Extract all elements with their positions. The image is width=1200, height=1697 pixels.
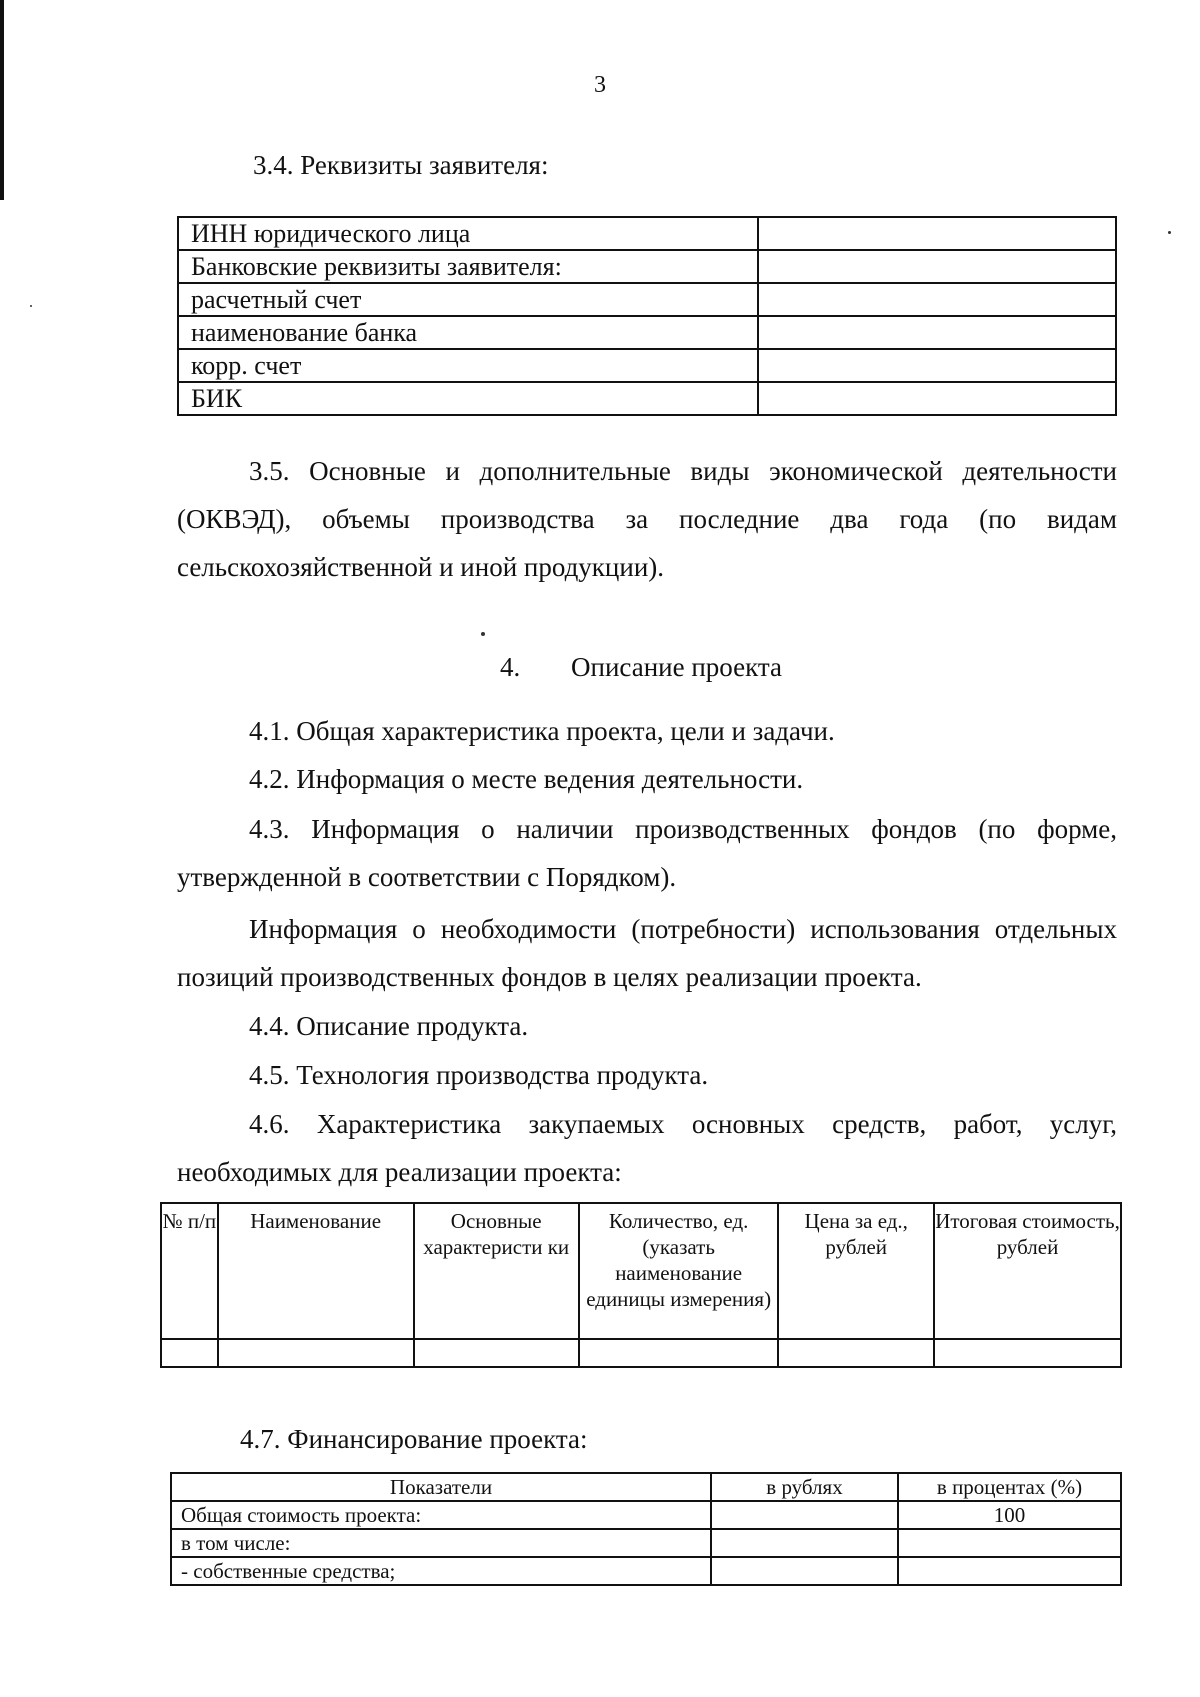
indicator-label: Общая стоимость проекта:	[171, 1501, 711, 1529]
requisite-value	[758, 217, 1116, 250]
table-row	[178, 349, 1116, 382]
table-row	[178, 382, 1116, 415]
requisite-value	[758, 316, 1116, 349]
column-header: в рублях	[711, 1473, 898, 1501]
column-header: Цена за ед., рублей	[778, 1203, 934, 1339]
table-cell	[161, 1339, 218, 1367]
table-header-row	[161, 1203, 1121, 1339]
requisites-table	[177, 216, 1117, 416]
rub-value	[711, 1557, 898, 1585]
item-4-6-line-1: 4.6. Характеристика закупаемых основных средств, работ, услуг,	[249, 1109, 1117, 1139]
column-header: Наименование	[218, 1203, 414, 1339]
table-row	[161, 1339, 1121, 1367]
item-4-1: 4.1. Общая характеристика проекта, цели и задачи.	[249, 716, 835, 746]
column-header: в процентах (%)	[898, 1473, 1121, 1501]
table-cell	[579, 1339, 778, 1367]
column-header: Основные характеристи ки	[414, 1203, 579, 1339]
requisite-label: наименование банка	[178, 316, 758, 349]
indicator-label: - собственные средства;	[171, 1557, 711, 1585]
indicator-label: в том числе:	[171, 1529, 711, 1557]
table-cell	[414, 1339, 579, 1367]
column-header: № п/п	[161, 1203, 218, 1339]
scan-speck	[481, 632, 485, 636]
table-row	[178, 217, 1116, 250]
column-header: Количество, ед. (указать наименование единицы измерения)	[579, 1203, 778, 1339]
table-header-row	[171, 1473, 1121, 1501]
requisite-value	[758, 349, 1116, 382]
table-row	[178, 250, 1116, 283]
item-4-3-line-1: 4.3. Информация о наличии производственных фондов (по форме,	[249, 814, 1117, 844]
requisite-label: ИНН юридического лица	[178, 217, 758, 250]
page-number: 3	[594, 72, 606, 98]
scan-speck	[30, 305, 32, 307]
section-3-4-title: 3.4. Реквизиты заявителя:	[253, 150, 549, 180]
section-3-5-line-2: (ОКВЭД), объемы производства за последние два года (по видам	[177, 504, 1117, 534]
item-4-4: 4.4. Описание продукта.	[249, 1011, 529, 1041]
column-header: Показатели	[171, 1473, 711, 1501]
item-4-3-line-2: утвержденной в соответствии с Порядком).	[177, 862, 677, 892]
item-4-6-line-2: необходимых для реализации проекта:	[177, 1157, 622, 1187]
requisite-label: Банковские реквизиты заявителя:	[178, 250, 758, 283]
section-4-7-title: 4.7. Финансирование проекта:	[240, 1424, 588, 1454]
requisite-label: корр. счет	[178, 349, 758, 382]
section-3-5-line-1: 3.5. Основные и дополнительные виды экономической деятельности	[249, 456, 1117, 486]
item-4-5: 4.5. Технология производства продукта.	[249, 1060, 709, 1090]
section-3-5-line-3: сельскохозяйственной и иной продукции).	[177, 552, 665, 582]
percent-value	[898, 1557, 1121, 1585]
requisite-label: расчетный счет	[178, 283, 758, 316]
table-cell	[934, 1339, 1121, 1367]
info-line-1: Информация о необходимости (потребности) использования отдельных	[249, 914, 1117, 944]
requisite-value	[758, 382, 1116, 415]
percent-value	[898, 1529, 1121, 1557]
table-row	[171, 1557, 1121, 1585]
item-4-2: 4.2. Информация о месте ведения деятельности.	[249, 764, 804, 794]
scan-edge-mark	[0, 0, 4, 200]
requisite-value	[758, 283, 1116, 316]
purchase-table	[160, 1202, 1122, 1368]
requisite-value	[758, 250, 1116, 283]
info-line-2: позиций производственных фондов в целях реализации проекта.	[177, 962, 922, 992]
scan-speck	[1168, 231, 1171, 234]
rub-value	[711, 1501, 898, 1529]
table-row	[171, 1501, 1121, 1529]
table-row	[178, 283, 1116, 316]
table-row	[171, 1529, 1121, 1557]
percent-value: 100	[898, 1501, 1121, 1529]
table-cell	[778, 1339, 934, 1367]
financing-table	[170, 1472, 1122, 1586]
column-header: Итоговая стоимость, рублей	[934, 1203, 1121, 1339]
table-row	[178, 316, 1116, 349]
section-4-title: Описание проекта	[571, 652, 782, 682]
table-cell	[218, 1339, 414, 1367]
rub-value	[711, 1529, 898, 1557]
section-4-number: 4.	[500, 652, 521, 682]
requisite-label: БИК	[178, 382, 758, 415]
